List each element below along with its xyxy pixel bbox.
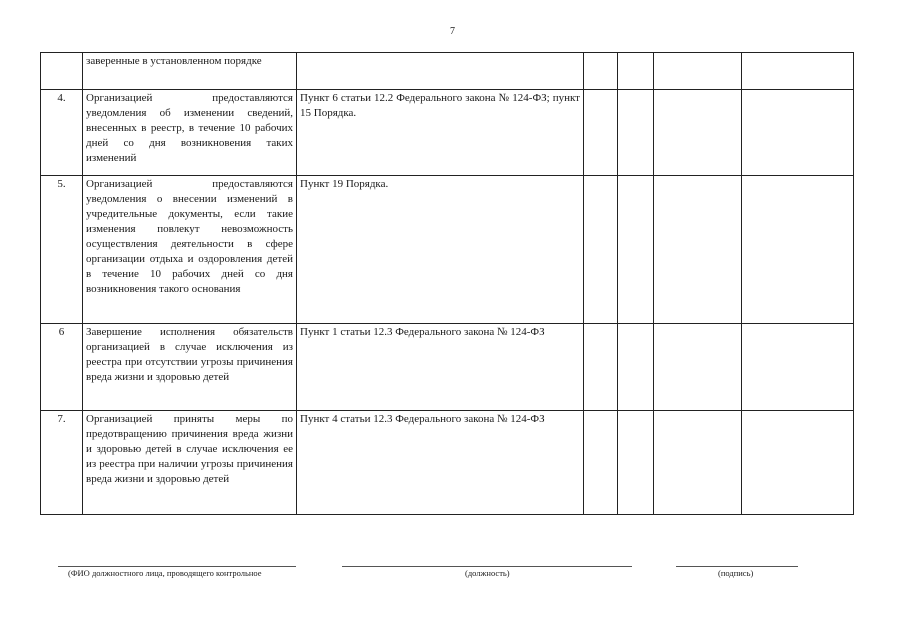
legal-basis: Пункт 1 статьи 12.3 Федерального закона № 124-ФЗ [297, 324, 584, 411]
answer-cell-no[interactable] [618, 324, 654, 411]
requirement-description: заверенные в установленном порядке [83, 53, 297, 90]
answer-cell-yes[interactable] [584, 411, 618, 515]
answer-cell-not-applicable[interactable] [654, 324, 742, 411]
table-row [41, 53, 854, 90]
comment-cell[interactable] [742, 324, 854, 411]
table-row [41, 324, 854, 411]
answer-cell-yes[interactable] [584, 176, 618, 324]
table-row [41, 90, 854, 176]
name-caption: (ФИО должностного лица, проводящего контрольное [68, 568, 262, 578]
answer-cell-no[interactable] [618, 176, 654, 324]
comment-cell[interactable] [742, 411, 854, 515]
row-number: 7. [41, 411, 83, 515]
requirement-description: Организацией предоставляются уведомления об изменении сведений, внесенных в реестр, в течение 10 рабочих дней со дня возникновения таких изменений [83, 90, 297, 176]
position-caption: (должность) [465, 568, 510, 578]
table-row [41, 176, 854, 324]
signature-caption: (подпись) [718, 568, 754, 578]
answer-cell-yes[interactable] [584, 90, 618, 176]
answer-cell-not-applicable[interactable] [654, 90, 742, 176]
legal-basis: Пункт 4 статьи 12.3 Федерального закона № 124-ФЗ [297, 411, 584, 515]
legal-basis: Пункт 6 статьи 12.2 Федерального закона № 124-ФЗ; пункт 15 Порядка. [297, 90, 584, 176]
answer-cell-no[interactable] [618, 53, 654, 90]
comment-cell[interactable] [742, 176, 854, 324]
legal-basis [297, 53, 584, 90]
requirement-description: Завершение исполнения обязательств организацией в случае исключения из реестра при отсутствии угрозы причинения вреда жизни и здоровью детей [83, 324, 297, 411]
answer-cell-yes[interactable] [584, 53, 618, 90]
answer-cell-yes[interactable] [584, 324, 618, 411]
legal-basis: Пункт 19 Порядка. [297, 176, 584, 324]
comment-cell[interactable] [742, 53, 854, 90]
row-number: 4. [41, 90, 83, 176]
signature-line[interactable] [676, 566, 798, 567]
name-signature-line[interactable] [58, 566, 296, 567]
row-number: 6 [41, 324, 83, 411]
row-number: 5. [41, 176, 83, 324]
table-row [41, 411, 854, 515]
comment-cell[interactable] [742, 90, 854, 176]
position-signature-line[interactable] [342, 566, 632, 567]
answer-cell-not-applicable[interactable] [654, 411, 742, 515]
answer-cell-no[interactable] [618, 411, 654, 515]
checklist-table [40, 52, 854, 515]
requirement-description: Организацией приняты меры по предотвращению причинения вреда жизни и здоровью детей в случае исключения ее из реестра при наличии угрозы причинения вреда жизни и здоровью детей [83, 411, 297, 515]
answer-cell-no[interactable] [618, 90, 654, 176]
page-number: 7 [450, 26, 455, 37]
row-number [41, 53, 83, 90]
requirement-description: Организацией предоставляются уведомления о внесении изменений в учредительные документы, если такие изменения повлекут невозможность осуществления деятельности в сфере организации отдыха и оздоровления детей в течение 10 рабочих дней со дня возникновения такого основания [83, 176, 297, 324]
answer-cell-not-applicable[interactable] [654, 176, 742, 324]
answer-cell-not-applicable[interactable] [654, 53, 742, 90]
